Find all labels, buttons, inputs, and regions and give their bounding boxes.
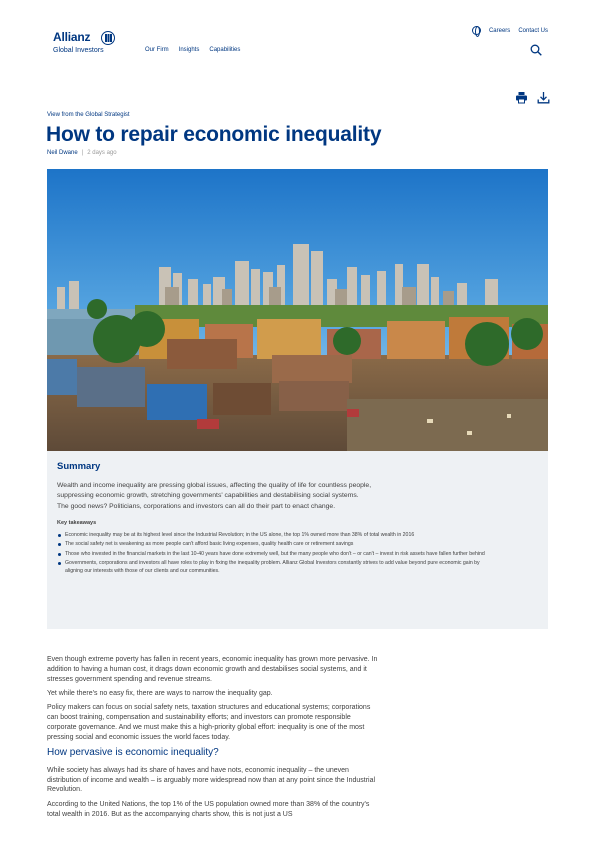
careers-link[interactable]: Careers [488,27,511,34]
hero-image-city-skyline-slum [47,169,548,451]
body-paragraph: Yet while there's no easy fix, there are ways to narrow the inequality gap. [47,689,273,697]
main-nav [145,47,240,53]
publish-date: 2 days ago [87,150,117,156]
list-item: The social safety net is weakening as more people can't afford basic living expenses, quality health care or retirement savings [57,540,497,548]
body-paragraph: While society has always had its share of haves and have nots, economic inequality – the uneven distribution of income and wealth – is arguably more widespread now than at any point since the Industrial Revolution. [47,766,376,794]
nav-our-firm[interactable]: Our Firm [145,47,169,53]
article-meta [47,150,117,156]
summary-paragraph: Wealth and income inequality are pressing global issues, affecting the quality of life for countless people, suppressing economic growth, stretching governments' capabilities and destabilising social systems. The good news? Politicians, corporations and investors can all do their part to enact change. [57,482,372,510]
page-title: How to repair economic inequality [46,123,382,146]
key-takeaways-heading: Key takeaways [57,519,97,526]
nav-capabilities[interactable]: Capabilities [209,47,241,53]
globe-icon[interactable] [472,26,481,35]
search-icon[interactable] [530,44,542,56]
article-tools [515,91,550,104]
utility-nav [472,26,548,35]
contact-us-link[interactable]: Contact Us [518,27,548,34]
body-paragraph: Even though extreme poverty has fallen in recent years, economic inequality has grown more pervasive. In addition to having a human cost, it drags down economic growth and destabilises social systems, and it stresses government spending and revenue streams. [47,656,378,683]
download-icon[interactable] [537,91,550,104]
logo-brand-text: Allianz [53,30,91,44]
list-item: Economic inequality may be at its highest level since the Industrial Revolution; in the US alone, the top 1% owned more than 38% of total wealth in 2016 [57,531,497,539]
site-header [0,0,595,70]
list-item: Governments, corporations and investors all have roles to play in fixing the inequality problem. Allianz Global Investors constantly strives to add value beyond pure economic gain by aligning our interests with those of our clients and our communities. [57,559,497,575]
logo-sub-text: Global Investors [53,47,104,54]
summary-heading: Summary [57,461,101,472]
article-category[interactable]: View from the Global Strategist [47,112,130,118]
nav-insights[interactable]: Insights [178,47,200,53]
list-item: Those who invested in the financial markets in the last 10-40 years have done extremely well, but the many people who don't – or can't – invest in risk assets have fallen further behind [57,550,497,558]
allianz-eagle-icon [101,31,115,45]
body-paragraph: Policy makers can focus on social safety nets, taxation structures and educational systems; corporations can boost training, compensation and sustainability efforts; and investors can promote responsible corporate governance. And we must make this a high-priority global effort: inequality is one of the most pressing social and economic issues the world faces today. [47,704,371,741]
meta-separator: | [81,150,84,156]
summary-box [47,451,548,629]
author-link[interactable]: Neil Dwane [47,150,78,156]
key-takeaways-list [57,531,538,576]
body-paragraph: According to the United Nations, the top 1% of the US population owned more than 38% of the country's total wealth in 2016. But as the accompanying charts show, this is not just a US [47,800,370,818]
article-body [47,655,382,824]
print-icon[interactable] [515,91,528,104]
section-heading: How pervasive is economic inequality? [47,746,219,758]
